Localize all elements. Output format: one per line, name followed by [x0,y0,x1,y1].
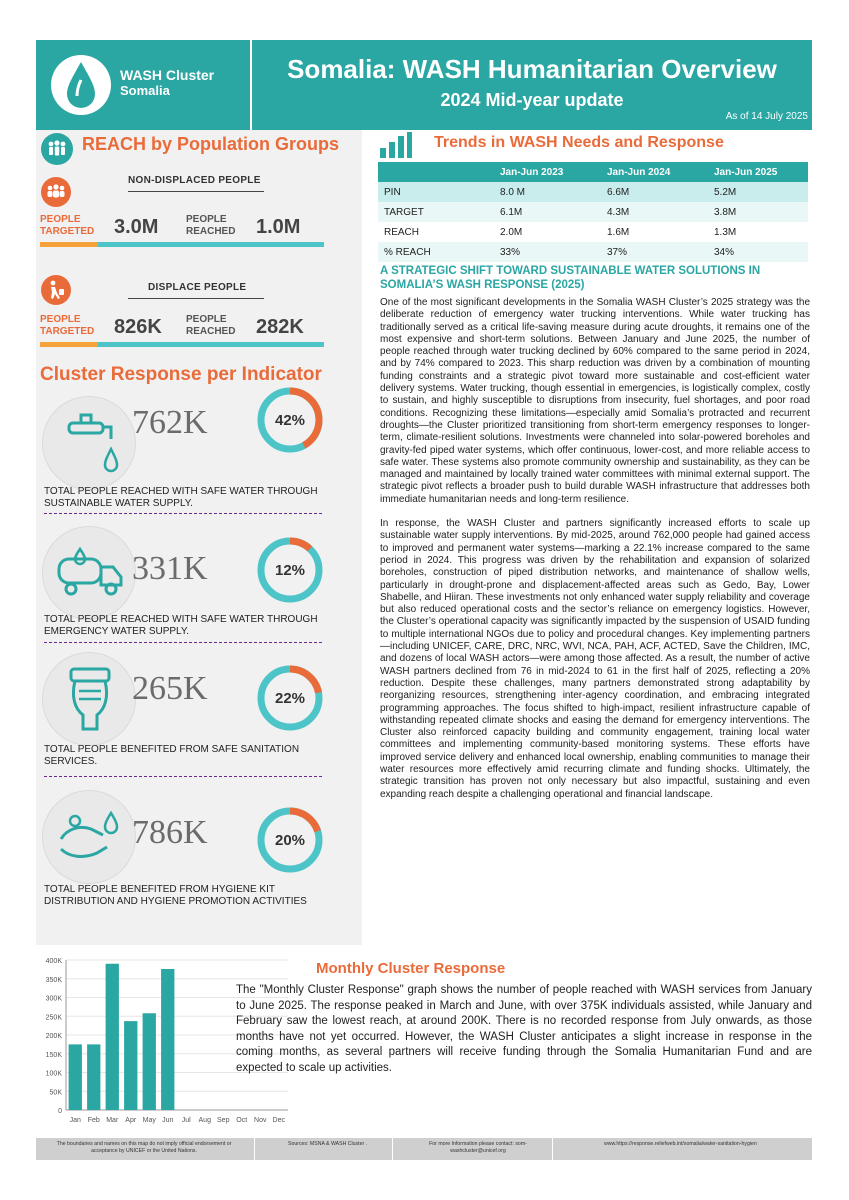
displaced-targeted-bar [40,342,98,347]
table-cell: 1.3M [702,222,808,242]
monthly-title: Monthly Cluster Response [316,960,506,977]
x-tick-label: Oct [236,1117,248,1124]
non-displaced-label: NON-DISPLACED PEOPLE [128,175,261,186]
indicator-2-desc: TOTAL PEOPLE REACHED WITH SAFE WATER THROUGH EMERGENCY WATER SUPPLY. [44,614,318,637]
as-of-date: As of 14 July 2025 [725,111,808,122]
table-cell: 8.0 M [488,182,595,202]
article-paragraph-1: One of the most significant developments in the Somalia WASH Cluster’s 2025 strategy was the deliberate reduction of emergency water trucking interventions. While water trucking has traditionally served as a critical life-saving measure during acute droughts, it remains one of the most expensive and short-term solutions. Between January and June 2025, the number of people reached through water trucking declined by 60% compared to the same period in 2024, and by 74% compared to 2023. This sharp reduction was driven by a combination of mounting funding constraints and a strategic pivot toward more sustainable and cost-efficient water delivery systems. Water trucking, though essential in emergencies, is logistically complex, costly to sustain, and highly susceptible to disruptions from insecurity, fuel shortages, and poor road conditions. Recognizing these limitations—especially amid Somalia’s protracted and recurrent droughts—the Cluster prioritized transitioning from short-term emergency responses to longer-term, climate-resilient solutions. Investments were channeled into solar-powered boreholes and gravity-fed piped water systems, which offer continuous, lower-cost, and more reliable access to safe water. These systems also promote community ownership and sustainability, as they can be managed and maintained by locally trained water committees with minimal external support. The strategic pivot reflects a broader push to build durable WASH infrastructure that addresses both immediate humanitarian needs and long-term resilience. [380,297,810,505]
water-drop-icon [50,52,112,118]
indicator-2-icon-bg [42,526,136,620]
handwash-icon [55,809,125,867]
people-group-icon [40,176,72,208]
header-banner [36,40,812,130]
table-row [378,242,808,262]
table-row [378,202,808,222]
indicator-1-donut [256,386,324,454]
indicator-3-desc: TOTAL PEOPLE BENEFITED FROM SAFE SANITATION SERVICES. [44,744,300,767]
non-displaced-targeted-bar [40,242,98,247]
displaced-targeted-label: PEOPLE TARGETED [40,314,95,337]
y-tick-label: 250K [45,1014,62,1022]
non-displaced-reached-value: 1.0M [256,216,301,238]
water-truck-icon [53,545,127,601]
org-country: Somalia [120,83,170,98]
footer-contact: For more Information please contact: som-washcluster@unicef.org [429,1141,527,1154]
x-tick-label: May [142,1117,156,1124]
table-cell: 3.8M [702,202,808,222]
indicator-2-donut [256,536,324,604]
tap-icon [61,409,119,479]
table-cell: % REACH [378,242,488,262]
non-displaced-reached-bar [98,242,324,247]
monthly-description: The "Monthly Cluster Response" graph shows the number of people reached with WASH services from January to June 2025. The response peaked in March and June, with over 375K individuals assisted, while January and February saw the lowest reach, at around 200K. There is no recorded response from July onwards, as those months have not yet occurred. However, the WASH Cluster anticipates a slight increase in response in the coming months, as several partners will receive funding through the Somalia Humanitarian Fund and are expected to scale up activities. [236,984,812,1074]
page-subtitle: 2024 Mid-year update [440,90,624,110]
table-header [378,162,488,182]
population-group-icon [40,132,74,166]
y-tick-label: 150K [45,1051,62,1059]
table-header-row [378,162,808,182]
non-displaced-rule [128,191,264,192]
indicator-3-donut [256,664,324,732]
bar-jan [69,1044,82,1110]
left-panel [36,130,362,945]
divider [44,513,322,514]
table-row [378,182,808,202]
footer-sources: Sources: MSNA & WASH Cluster . [288,1141,368,1147]
divider [44,642,322,643]
table-cell: 37% [595,242,702,262]
indicator-2-value: 331K [132,550,208,587]
x-tick-label: Sep [217,1117,230,1124]
bar-apr [124,1021,137,1110]
footer-divider [552,1138,553,1160]
latrine-icon [65,663,115,737]
y-tick-label: 200K [45,1033,62,1040]
displaced-reached-label: PEOPLE REACHED [186,314,236,337]
table-header: Jan-Jun 2024 [595,162,702,182]
table-header: Jan-Jun 2023 [488,162,595,182]
non-displaced-reached-label: PEOPLE REACHED [186,214,236,237]
x-tick-label: Jan [69,1117,81,1124]
bar-jun [161,969,174,1110]
bar-may [143,1013,156,1110]
article-body [380,297,810,813]
y-tick-label: 400K [45,958,62,965]
indicator-3-value: 265K [132,670,208,707]
x-tick-label: Dec [272,1117,285,1124]
article-paragraph-2: In response, the WASH Cluster and partners significantly increased efforts to scale up sustainable water supply interventions. By mid-2025, around 762,000 people had gained access to improved and permanent water systems—marking a 22.1% increase compared to the same period in 2024. This progress was driven by the rehabilitation and expansion of solarized boreholes, construction of piped distribution networks, and maintenance of shallow wells, particularly in drought-prone and displacement-affected areas such as Gedo, Bay, Lower Shabelle, and Hiiran. These investments not only enhanced water supply reliability and coverage but also reduced operational costs and the sector’s reliance on emergency logistics. However, the Cluster’s operational capacity was significantly impacted by the suspension of USAID funding to multiple international NGOs due to policy and procedural changes. Key implementing partners—including UNICEF, CARE, DRC, NRC, WVI, NCA, PAH, ACF, ACTED, Save the Children, IMC, and dozens of local WASH actors—were among those affected. As a result, the number of active WASH partners declined from 76 in mid-2024 to 61 in the first half of 2025, reflecting a 20% reduction. Despite these challenges, many partners demonstrated strong adaptability by reorganizing resources, strengthening inter-agency coordination, and embracing integrated programming approaches. The focus shifted to high-impact, resilient infrastructure capable of withstanding repeated climate shocks and easing the demand for emergency interventions. The Cluster also reinforced capacity building and community engagement, training local water committees and implementing community-based monitoring systems. These efforts have improved service delivery and enhanced local ownership, enabling communities to manage their water resources more effectively amid recurring climate and funding shocks. Ultimately, the strategic transition has proven not only necessary but also impactful, sustaining and even expanding reach despite a challenging operational and financial landscape. [380,518,810,800]
footer-divider [392,1138,393,1160]
table-row [378,222,808,242]
indicator-4-icon-bg [42,790,136,884]
y-tick-label: 0 [58,1108,62,1115]
article-title: A STRATEGIC SHIFT TOWARD SUSTAINABLE WATER SOLUTIONS IN SOMALIA’S WASH RESPONSE (2025) [380,265,761,291]
org-name: WASH Cluster [120,67,215,83]
table-cell: 6.6M [595,182,702,202]
indicator-4-desc: TOTAL PEOPLE BENEFITED FROM HYGIENE KIT DISTRIBUTION AND HYGIENE PROMOTION ACTIVITIES [44,884,307,907]
indicator-1-desc: TOTAL PEOPLE REACHED WITH SAFE WATER THROUGH SUSTAINABLE WATER SUPPLY. [44,486,318,509]
footer [36,1138,812,1160]
bar-mar [106,964,119,1110]
indicator-1-icon-bg [42,396,136,490]
table-cell: 5.2M [702,182,808,202]
y-tick-label: 50K [49,1089,62,1097]
table-cell: 2.0M [488,222,595,242]
trends-title: Trends in WASH Needs and Response [434,134,724,151]
y-tick-label: 300K [45,995,62,1003]
displaced-reached-bar [98,342,324,347]
divider [44,776,322,777]
table-cell: TARGET [378,202,488,222]
cluster-logo [36,40,252,130]
table-cell: 6.1M [488,202,595,222]
indicator-4-value: 786K [132,814,208,851]
x-tick-label: Nov [254,1117,267,1124]
indicator-2-percent: 12% [274,562,306,579]
footer-divider [254,1138,255,1160]
x-tick-label: Apr [125,1117,137,1124]
indicator-1-value: 762K [132,404,208,441]
x-tick-label: Feb [87,1117,100,1124]
footer-disclaimer: The boundaries and names on this map do not imply official endorsement or acceptance by UNICEF or the United Nations. [56,1141,232,1154]
x-tick-label: Jun [162,1117,174,1124]
displaced-targeted-value: 826K [114,316,162,338]
bar-chart-icon [378,132,412,158]
displaced-person-icon [40,274,72,306]
displaced-rule [128,298,264,299]
displaced-label: DISPLACE PEOPLE [148,282,247,293]
indicator-3-percent: 22% [274,690,306,707]
table-cell: 33% [488,242,595,262]
indicator-4-donut [256,806,324,874]
table-cell: REACH [378,222,488,242]
x-tick-label: Aug [198,1117,211,1124]
non-displaced-targeted-label: PEOPLE TARGETED [40,214,95,237]
table-cell: PIN [378,182,488,202]
x-tick-label: Mar [106,1117,119,1124]
table-cell: 34% [702,242,808,262]
table-cell: 4.3M [595,202,702,222]
table-header: Jan-Jun 2025 [702,162,808,182]
bar-feb [87,1044,100,1110]
indicator-3-icon-bg [42,652,136,746]
x-tick-label: Jul [181,1117,191,1124]
indicators-title: Cluster Response per Indicator [40,364,322,385]
y-tick-label: 100K [45,1070,62,1078]
reach-title: REACH by Population Groups [82,134,340,154]
trends-table [378,162,808,262]
non-displaced-targeted-value: 3.0M [114,216,159,238]
indicator-4-percent: 20% [274,832,306,849]
indicator-1-percent: 42% [274,412,306,429]
table-cell: 1.6M [595,222,702,242]
footer-url[interactable]: www.https://response.reliefweb.int/somalia/water-sanitation-hygien [604,1141,757,1147]
y-tick-label: 350K [45,976,62,984]
page-title: Somalia: WASH Humanitarian Overview [287,54,777,84]
displaced-reached-value: 282K [256,316,304,338]
